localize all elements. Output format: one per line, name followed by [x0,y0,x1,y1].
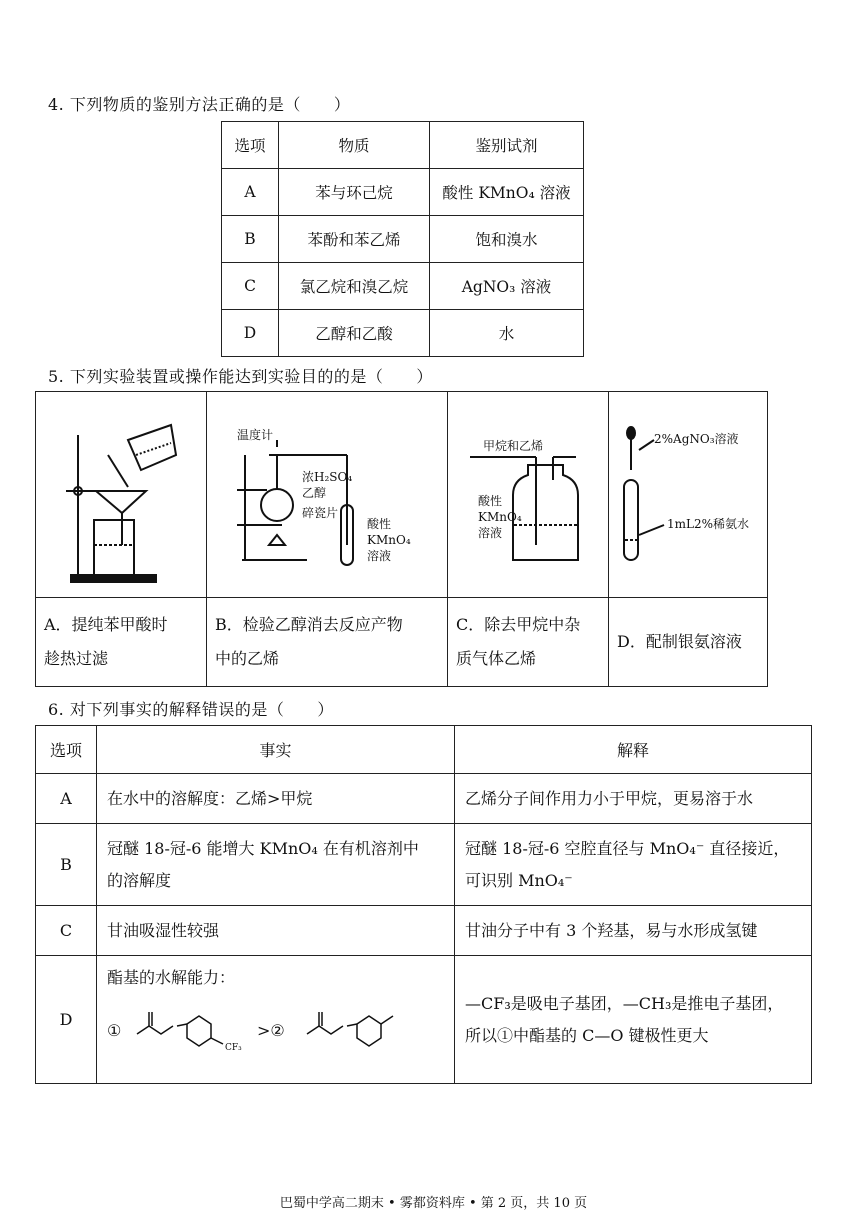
option-d [609,598,768,687]
option-d-line1: D．配制银氨溶液 [617,632,742,651]
table-row [222,263,584,310]
structure-compare: >② [257,1021,285,1040]
apparatus-b-cell [207,392,448,598]
explanation-text: —CF₃是吸电子基团，—CH₃是推电子基团， [465,993,784,1013]
q5-table [35,391,768,687]
option-a-line1: A．提纯苯甲酸时 [44,615,168,634]
ethanol-elimination-apparatus-illustration [207,395,447,595]
fact-text: 冠醚 18-冠-6 能增大 KMnO₄ 在有机溶剂中 [107,838,419,858]
bottle-label-3: 溶液 [478,525,503,540]
gas-washing-bottle-illustration [448,395,608,595]
ester-structures-illustration [107,994,437,1054]
option-c-line2: 质气体乙烯 [456,649,537,668]
fact-text-2: 的溶解度 [107,870,172,890]
explanation-cell [455,956,812,1084]
table-row [222,169,584,216]
table-row [222,216,584,263]
explanation-text-2: 可识别 MnO₄⁻ [465,870,573,890]
gas-in-label: 甲烷和乙烯 [483,438,544,453]
explanation-cell [455,774,812,824]
option-c-line1: C．除去甲烷中杂 [456,615,581,634]
explanation-cell [455,824,812,906]
option-a-line2: 趁热过滤 [44,649,109,668]
option-cell: B [222,216,279,263]
fact-cell [97,906,455,956]
ammonia-label: 1mL2%稀氨水 [667,516,750,531]
option-cell: C [36,906,97,956]
reagent-cell: 酸性 KMnO₄ 溶液 [430,169,584,216]
option-cell: A [222,169,279,216]
q6-table [35,725,812,1084]
option-cell: D [222,310,279,357]
substance-cell: 乙醇和乙酸 [279,310,430,357]
option-cell: A [36,774,97,824]
thermometer-label: 温度计 [237,427,274,442]
option-c [448,598,609,687]
ethanol-label: 乙醇 [302,485,327,500]
silver-ammonia-illustration [609,395,767,595]
q6-stem: 6. 对下列事实的解释错误的是（ ） [48,700,334,719]
q5-stem: 5. 下列实验装置或操作能达到实验目的的是（ ） [48,367,433,386]
q4-table [221,121,584,357]
bottle-label-2: KMnO₄ [478,509,522,524]
reagent-cell: 饱和溴水 [430,216,584,263]
structure-1-marker: ① [107,1021,122,1040]
option-cell: D [36,956,97,1084]
table-row [222,310,584,357]
table-row [36,774,812,824]
header-cell: 解释 [455,726,812,774]
header-cell: 鉴别试剂 [430,122,584,169]
fact-text: 在水中的溶解度：乙烯>甲烷 [107,788,313,808]
apparatus-c-cell [448,392,609,598]
option-b-line1: B．检验乙醇消去反应产物 [215,615,403,634]
table-header-row [222,122,584,169]
fact-cell [97,824,455,906]
apparatus-row [36,392,768,598]
table-row [36,906,812,956]
fact-text: 酯基的水解能力： [107,968,236,987]
apparatus-a-cell [36,392,207,598]
options-row [36,598,768,687]
explanation-text: 冠醚 18-冠-6 空腔直径与 MnO₄⁻ 直径接近， [465,838,790,858]
q4-stem: 4. 下列物质的鉴别方法正确的是（ ） [48,95,351,114]
reagent-cell: 水 [430,310,584,357]
header-cell: 选项 [222,122,279,169]
page-footer: 巴蜀中学高二期末 • 雾都资料库 • 第 2 页，共 10 页 [279,1196,588,1211]
bottle-label-1: 酸性 [478,493,503,508]
kmno4-label-2: KMnO₄ [367,532,411,547]
reagent-cell: AgNO₃ 溶液 [430,263,584,310]
substance-cell: 氯乙烷和溴乙烷 [279,263,430,310]
option-a [36,598,207,687]
fact-cell [97,774,455,824]
explanation-text: 乙烯分子间作用力小于甲烷，更易溶于水 [465,788,754,808]
table-header-row [36,726,812,774]
explanation-text: 甘油分子中有 3 个羟基，易与水形成氢键 [465,920,758,940]
agno3-label: 2%AgNO₃溶液 [654,431,739,446]
h2so4-label: 浓H₂SO₄ [302,469,353,484]
header-cell: 选项 [36,726,97,774]
filtration-apparatus-illustration [36,395,204,595]
cf3-label: CF₃ [225,1043,242,1053]
option-cell: B [36,824,97,906]
kmno4-label-1: 酸性 [367,516,392,531]
header-cell: 事实 [97,726,455,774]
header-cell: 物质 [279,122,430,169]
option-b-line2: 中的乙烯 [215,649,280,668]
substance-cell: 苯酚和苯乙烯 [279,216,430,263]
kmno4-label-3: 溶液 [367,548,392,563]
chips-label: 碎瓷片 [302,505,339,520]
option-cell: C [222,263,279,310]
fact-text: 甘油吸湿性较强 [107,920,220,940]
table-row [36,824,812,906]
explanation-cell [455,906,812,956]
explanation-text-2: 所以①中酯基的 C—O 键极性更大 [465,1025,709,1045]
fact-cell [97,956,455,1084]
table-row [36,956,812,1084]
apparatus-d-cell [609,392,768,598]
substance-cell: 苯与环己烷 [279,169,430,216]
option-b [207,598,448,687]
